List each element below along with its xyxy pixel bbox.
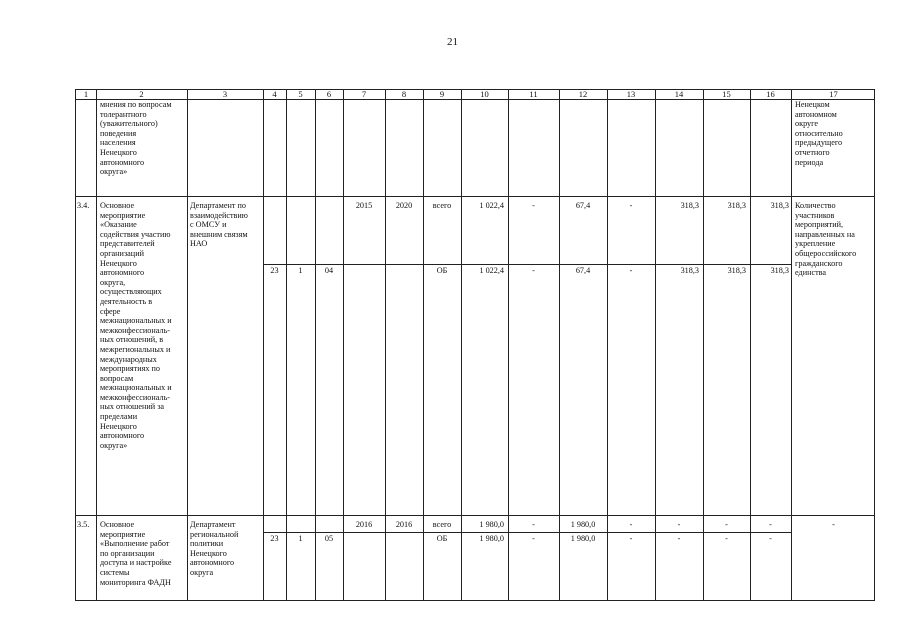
column-header: 10 <box>480 89 489 99</box>
subrow-divider <box>263 264 791 265</box>
row-divider <box>76 515 874 516</box>
program-table <box>75 89 875 601</box>
amount-cell: 318,3 <box>770 201 789 210</box>
funding-source: ОБ <box>436 266 448 275</box>
column-header: 11 <box>529 89 538 99</box>
column-header: 4 <box>272 89 277 99</box>
column-header: 15 <box>722 89 731 99</box>
budget-code: 04 <box>324 266 334 275</box>
amount-cell: - <box>677 520 681 529</box>
amount-cell: 67,4 <box>575 201 591 210</box>
continued-event-name: мнения по вопросам толерантного (уважительного) поведения населения Ненецкого автономного округа» <box>100 100 172 177</box>
row-number: 3.4. <box>77 201 90 210</box>
amount-total: 1 022,4 <box>479 266 504 275</box>
amount-cell: - <box>532 266 535 275</box>
amount-cell: - <box>677 534 681 543</box>
column-header: 13 <box>626 89 636 99</box>
column-header: 16 <box>766 89 775 99</box>
budget-code: 05 <box>324 534 334 543</box>
subrow-divider <box>263 532 791 533</box>
amount-cell: - <box>629 520 633 529</box>
header-divider <box>76 99 874 100</box>
amount-cell: 318,3 <box>727 201 746 210</box>
amount-cell: 318,3 <box>770 266 789 275</box>
amount-cell: 1 980,0 <box>570 534 596 543</box>
row-divider <box>76 196 874 197</box>
grid-line <box>315 90 316 600</box>
amount-cell: - <box>769 520 772 529</box>
page-number: 21 <box>447 36 458 48</box>
amount-cell: 318,3 <box>680 201 699 210</box>
grid-line <box>96 90 97 600</box>
grid-line <box>187 90 188 600</box>
amount-total: 1 022,4 <box>479 201 504 210</box>
column-header: 7 <box>361 89 367 99</box>
column-header: 3 <box>222 89 228 99</box>
amount-cell: 318,3 <box>680 266 699 275</box>
indicator: - <box>832 520 835 529</box>
event-name: Основное мероприятие «Оказание содействия участию представителей организаций Ненецкого автономного округа, осуществляющих деятельность в сфере межнациональных и межконфессиональ- ных отношений, в межрегиональных и международных мероприятиях по вопросам межнациональных и межконфессиональ- ных отношений за пределами Ненецкого автономного округа» <box>100 201 172 450</box>
budget-code: 23 <box>270 534 279 543</box>
funding-source: ОБ <box>436 534 448 543</box>
executor: Департамент по взаимодействию с ОМСУ и внешним связям НАО <box>190 201 248 249</box>
budget-code: 23 <box>270 266 279 275</box>
amount-cell: - <box>532 520 535 529</box>
column-header: 9 <box>439 89 445 99</box>
column-header: 8 <box>401 89 407 99</box>
amount-cell: 1 980,0 <box>570 520 596 529</box>
funding-source: всего <box>432 201 452 210</box>
amount-cell: 318,3 <box>727 266 746 275</box>
budget-code: 1 <box>298 534 303 543</box>
column-header: 14 <box>674 89 684 99</box>
amount-cell: - <box>629 534 633 543</box>
budget-code: 1 <box>298 266 303 275</box>
amount-total: 1 980,0 <box>479 520 504 529</box>
amount-cell: - <box>532 534 535 543</box>
grid-line <box>286 90 287 600</box>
column-header: 12 <box>578 89 588 99</box>
amount-cell: - <box>725 520 728 529</box>
amount-cell: - <box>769 534 772 543</box>
amount-cell: - <box>532 201 535 210</box>
amount-cell: - <box>629 201 633 210</box>
amount-total: 1 980,0 <box>479 534 504 543</box>
funding-source: всего <box>432 520 452 529</box>
column-header: 2 <box>139 89 144 99</box>
year-end: 2016 <box>395 520 413 529</box>
year-start: 2016 <box>355 520 373 529</box>
row-number: 3.5. <box>77 520 90 529</box>
column-header: 1 <box>83 89 89 99</box>
indicator: Количество участников мероприятий, направленных на укрепление общероссийского гражданского единства <box>795 201 857 278</box>
year-start: 2015 <box>355 201 373 210</box>
amount-cell: - <box>629 266 633 275</box>
executor: Департамент региональной политики Ненецкого автономного округа <box>190 520 239 577</box>
continued-indicator: Ненецком автономном округе относительно предыдущего отчетного периода <box>795 100 843 167</box>
event-name: Основное мероприятие «Выполнение работ по организации доступа и настройке системы мониторинга ФАДН <box>100 520 172 587</box>
amount-cell: - <box>725 534 728 543</box>
column-header: 5 <box>298 89 303 99</box>
amount-cell: 67,4 <box>575 266 591 275</box>
column-header: 17 <box>829 89 838 99</box>
grid-line <box>263 90 264 600</box>
column-header: 6 <box>326 89 332 99</box>
year-end: 2020 <box>395 201 413 210</box>
